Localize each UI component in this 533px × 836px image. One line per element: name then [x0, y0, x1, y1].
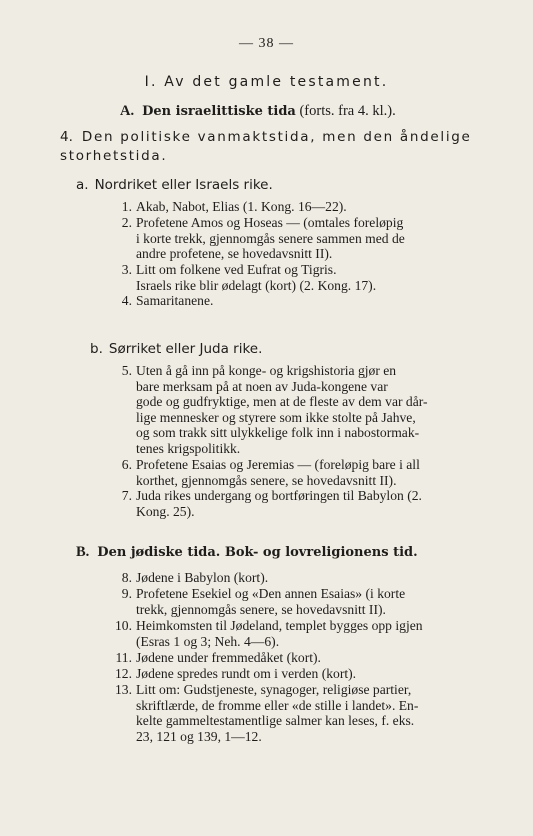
heading-main: I. Av det gamle testament. [144, 74, 389, 90]
item-text: Litt om folkene ved Eufrat og Tigris. [136, 262, 337, 277]
list-item [115, 682, 481, 744]
item-text: Jødene under fremmedåket (kort). [136, 650, 321, 665]
subheading-b [90, 341, 262, 357]
list-item [115, 666, 481, 682]
item-text: i korte trekk, gjennomgås senere sammen med de [136, 230, 405, 246]
item-text: skriftlærde, de fromme eller «de stille i landet». En- [136, 697, 419, 713]
list-item [121, 293, 456, 309]
item-number: 12. [115, 666, 132, 681]
page-number: — 38 — [239, 36, 294, 51]
item-text: lige mennesker og styrere som ikke stolte på Jahve, [136, 409, 416, 425]
item-number: 9. [121, 586, 132, 601]
list-item [115, 618, 481, 649]
item-number: 4. [121, 293, 132, 308]
list-item [121, 363, 481, 457]
section-b-heading [76, 544, 418, 561]
section-a-title: Den israelittiske tida [142, 104, 296, 119]
item-text: Israels rike blir ødelagt (kort) (2. Kong. 17). [136, 277, 377, 293]
subheading-b-index: b. [90, 341, 103, 357]
item-text: trekk, gjennomgås senere, se hovedavsnitt II). [136, 601, 386, 617]
item-text: gode og gudfryktige, men at de fleste av dem var dår- [136, 394, 428, 410]
list-item [121, 570, 481, 586]
subheading-a [76, 177, 273, 193]
item-number: 7. [121, 488, 132, 503]
list-item [121, 215, 456, 262]
list-item [115, 650, 481, 666]
subheading-a-index: a. [76, 177, 89, 193]
item-number: 10. [115, 618, 132, 633]
item-text: Jødene i Babylon (kort). [136, 570, 269, 585]
list-item [121, 457, 481, 488]
item-number: 8. [121, 570, 132, 585]
item-number: 6. [121, 457, 132, 472]
item-text: Profetene Esekiel og «Den annen Esaias» (i korte [136, 586, 406, 601]
heading-4 [60, 128, 480, 166]
item-text: Kong. 25). [136, 503, 195, 519]
item-text: tenes krigspolitikk. [136, 440, 241, 456]
list-item [121, 586, 481, 617]
item-text: (Esras 1 og 3; Neh. 4—6). [136, 633, 280, 649]
item-number: 3. [121, 262, 132, 277]
item-text: Uten å gå inn på konge- og krigshistoria gjør en [136, 363, 397, 378]
item-text: andre profetene, se hovedavsnitt II). [136, 246, 333, 262]
heading-4-index: 4. [60, 129, 73, 145]
item-text: korthet, gjennomgås senere, se hovedavsnitt II). [136, 472, 397, 488]
item-text: bare merksam på at noen av Juda-kongene var [136, 378, 388, 394]
section-a-index: A. [120, 103, 135, 119]
item-text: Heimkomsten til Jødeland, templet bygges opp igjen [136, 618, 423, 633]
heading-4-line2: storhetstida. [60, 148, 168, 164]
item-number: 1. [121, 199, 132, 214]
section-b-index: B. [76, 544, 90, 560]
item-text: Litt om: Gudstjeneste, synagoger, religiøse partier, [136, 682, 412, 697]
item-text: Akab, Nabot, Elias (1. Kong. 16—22). [136, 199, 347, 214]
item-number: 11. [115, 650, 132, 665]
item-text: 23, 121 og 139, 1—12. [136, 728, 262, 744]
subheading-b-title: Sørriket eller Juda rike. [108, 341, 263, 357]
item-text: Jødene spredes rundt om i verden (kort). [136, 666, 357, 681]
item-number: 2. [121, 215, 132, 230]
list-item [121, 262, 456, 293]
item-text: kelte gammeltestamentlige salmer kan leses, f. eks. [136, 713, 415, 729]
subheading-a-title: Nordriket eller Israels rike. [94, 177, 273, 193]
item-text: Profetene Amos og Hoseas — (omtales foreløpig [136, 215, 404, 230]
item-text: Profetene Esaias og Jeremias — (foreløpig bare i all [136, 457, 420, 472]
list-item [121, 488, 481, 519]
section-a-heading [120, 103, 396, 120]
item-text: og som trakk sitt ulykkelige folk inn i nabostormak- [136, 425, 420, 441]
heading-4-line1: Den politiske vanmaktstida, men den åndelige [81, 129, 472, 145]
item-text: Samaritanene. [136, 293, 214, 308]
list-item [121, 199, 456, 215]
item-number: 5. [121, 363, 132, 378]
section-a-note: (forts. fra 4. kl.). [299, 103, 396, 119]
section-b-title: Den jødiske tida. Bok- og lovreligionens tid. [97, 545, 418, 560]
item-text: Juda rikes undergang og bortføringen til Babylon (2. [136, 488, 422, 503]
item-number: 13. [115, 682, 132, 697]
